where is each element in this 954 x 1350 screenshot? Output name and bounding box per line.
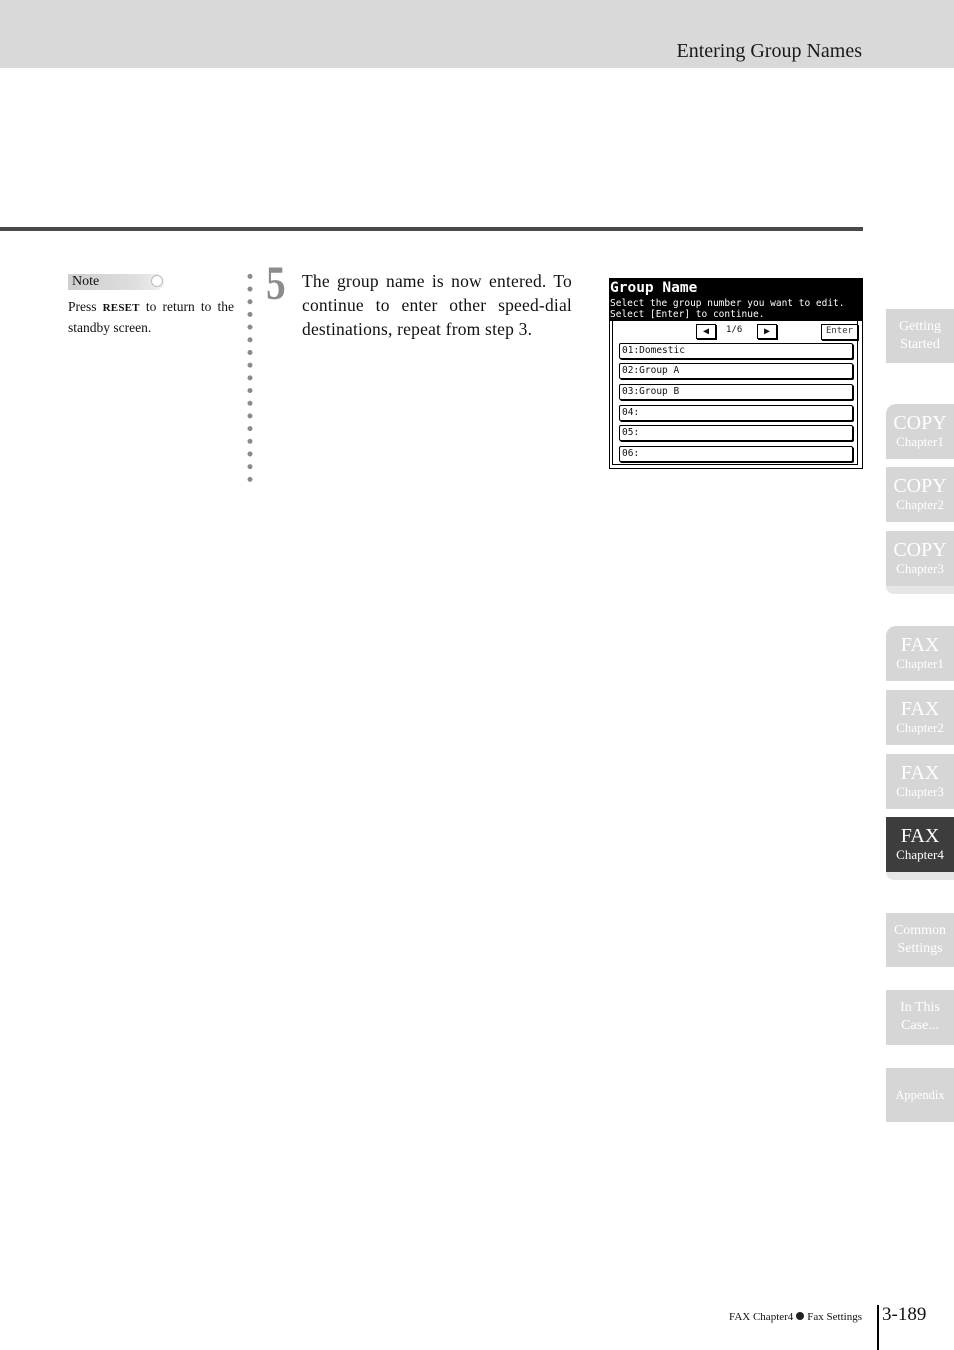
- screen-instruction-line1: Select the group number you want to edit.: [610, 298, 845, 309]
- step-text: The group name is now entered. To continue to enter other speed-dial destinations, repeat from step 3.: [302, 271, 572, 339]
- enter-button[interactable]: Enter: [821, 324, 858, 340]
- tab-label-line1: FAX: [900, 698, 940, 720]
- step-number: 5: [266, 257, 286, 310]
- footer-section: Fax Settings: [807, 1311, 862, 1323]
- page-number: 3-189: [882, 1304, 927, 1325]
- footer-divider: [877, 1305, 879, 1350]
- note-label-text: Note: [72, 274, 100, 289]
- tab-group-underline: [886, 586, 954, 594]
- tab-label-line2: Chapter2: [896, 497, 944, 512]
- tab-fax-chapter2[interactable]: [886, 690, 954, 745]
- tab-label-line1: Getting: [899, 319, 941, 334]
- tab-label-line2: Started: [900, 337, 940, 352]
- tab-common-settings[interactable]: [886, 913, 954, 967]
- note-text: [68, 297, 234, 337]
- tab-label-line2: Case...: [901, 1018, 939, 1033]
- next-page-button[interactable]: [757, 324, 777, 339]
- note-dot-icon: [151, 275, 163, 287]
- tab-label-line2: Chapter1: [896, 434, 944, 449]
- tab-fax-chapter1[interactable]: [886, 626, 954, 681]
- group-list-item[interactable]: 06:: [619, 446, 853, 462]
- dotted-separator: [247, 270, 253, 482]
- footer-running-title: [729, 1311, 862, 1323]
- tab-copy-chapter3[interactable]: [886, 531, 954, 586]
- group-list-item[interactable]: 04:: [619, 405, 853, 421]
- tab-label-line1: COPY: [893, 539, 947, 561]
- tab-label-line2: Settings: [897, 941, 943, 956]
- tab-label-line1: Common: [893, 923, 947, 938]
- group-name-screen: [609, 278, 863, 469]
- footer-chapter: FAX Chapter4: [729, 1311, 794, 1323]
- reset-key-label: RESET: [102, 302, 140, 314]
- group-list-item[interactable]: 03:Group B: [619, 384, 853, 400]
- group-list-item[interactable]: 05:: [619, 425, 853, 441]
- left-arrow-icon: ◀: [702, 326, 710, 337]
- tab-getting-started[interactable]: [886, 309, 954, 363]
- screen-header: [610, 279, 862, 321]
- tab-label-line2: Chapter2: [896, 720, 944, 735]
- page-indicator: 1/6: [726, 325, 743, 335]
- tab-copy-chapter2[interactable]: [886, 467, 954, 522]
- tab-fax-chapter4[interactable]: [886, 817, 954, 872]
- note-text-before: Press: [68, 299, 103, 314]
- group-list-item[interactable]: 01:Domestic: [619, 343, 853, 359]
- tab-label-line1: FAX: [900, 825, 940, 847]
- screen-body: [612, 321, 858, 465]
- tab-copy-chapter1[interactable]: [886, 404, 954, 459]
- screen-title: Group Name: [610, 280, 698, 296]
- tab-label-line2: Chapter4: [896, 847, 944, 862]
- tab-label-line1: FAX: [900, 634, 940, 656]
- tab-label-line1: COPY: [893, 412, 947, 434]
- tab-group-underline: [886, 872, 954, 880]
- right-arrow-icon: ▶: [763, 326, 771, 337]
- screen-instruction-line2: Select [Enter] to continue.: [610, 309, 765, 320]
- tab-fax-chapter3[interactable]: [886, 754, 954, 809]
- tab-label-line2: Chapter3: [896, 561, 944, 576]
- tab-label-line1: In This: [900, 1000, 940, 1015]
- prev-page-button[interactable]: [696, 324, 716, 339]
- bullet-icon: [796, 1312, 804, 1320]
- tab-in-this-case[interactable]: [886, 990, 954, 1045]
- tab-label-line1: Appendix: [895, 1088, 945, 1102]
- note-text-after: to return to the standby screen.: [68, 299, 234, 335]
- tab-label-line1: COPY: [893, 475, 947, 497]
- tab-label-line1: FAX: [900, 762, 940, 784]
- tab-label-line2: Chapter1: [896, 656, 944, 671]
- tab-label-line2: Chapter3: [896, 784, 944, 799]
- note-label: [68, 274, 164, 290]
- section-rule: [0, 227, 863, 231]
- tab-appendix[interactable]: [886, 1068, 954, 1122]
- group-list-item[interactable]: 02:Group A: [619, 363, 853, 379]
- page-header-title: Entering Group Names: [676, 40, 862, 62]
